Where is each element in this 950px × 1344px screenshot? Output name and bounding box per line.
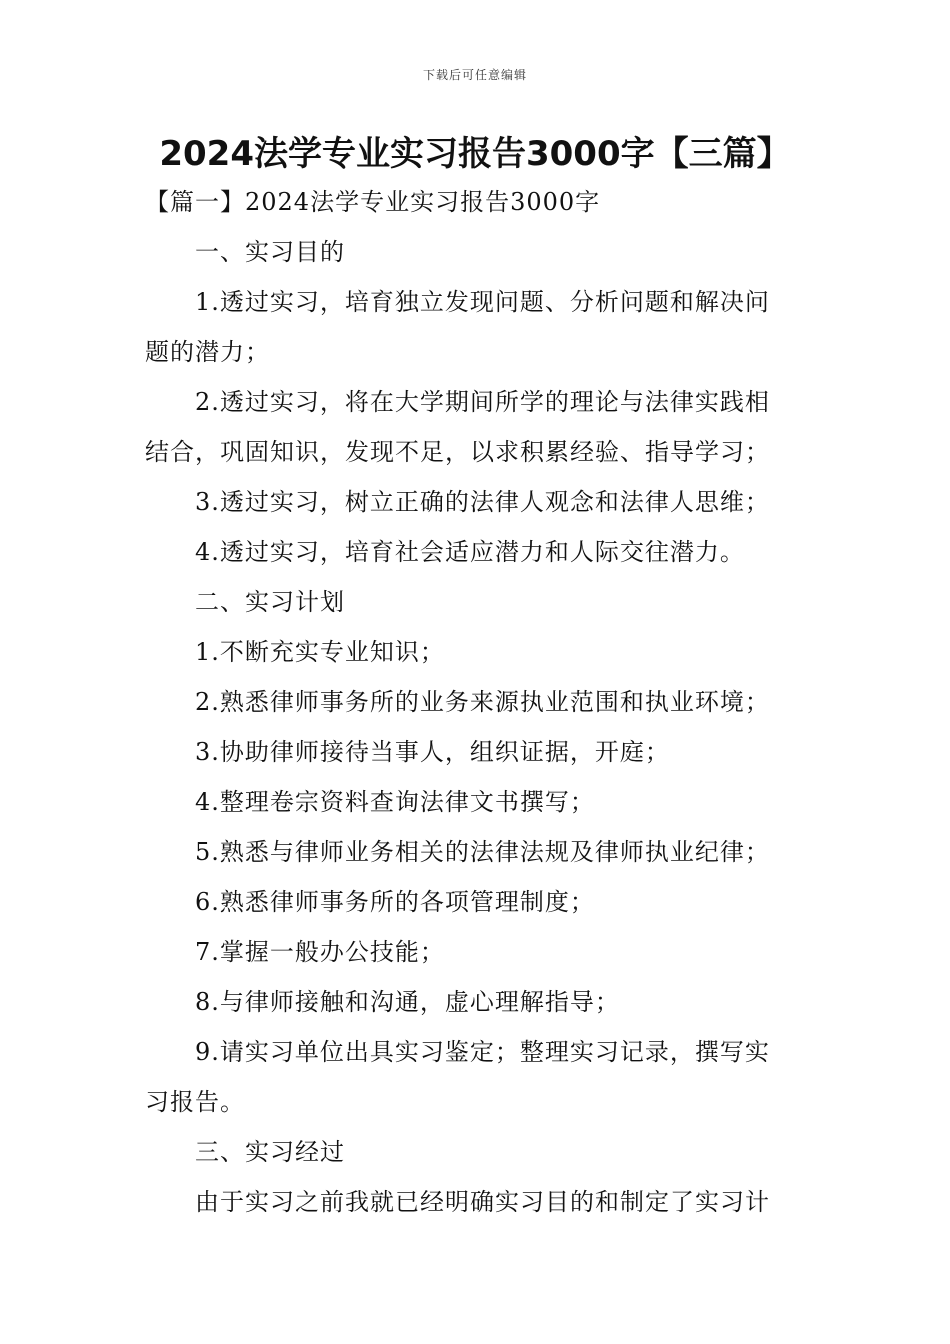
section-heading: 二、实习计划 [195,588,345,616]
section-subtitle: 【篇一】2024法学专业实习报告3000字 [145,188,601,216]
list-item: 9.请实习单位出具实习鉴定；整理实习记录，撰写实 [195,1038,770,1066]
list-item: 5.熟悉与律师业务相关的法律法规及律师执业纪律； [195,838,770,866]
paragraph-line: 2.透过实习，将在大学期间所学的理论与法律实践相 [195,388,770,416]
document-body [145,177,807,1227]
list-item: 3.协助律师接待当事人，组织证据，开庭； [195,738,670,766]
paragraph-line: 题的潜力； [145,338,270,366]
list-item-continuation: 习报告。 [145,1088,245,1116]
list-item: 7.掌握一般办公技能； [195,938,445,966]
list-item: 4.整理卷宗资料查询法律文书撰写； [195,788,595,816]
document-title: 2024法学专业实习报告3000字【三篇】 [159,134,791,174]
header-note: 下载后可任意编辑 [422,68,527,82]
section-heading: 三、实习经过 [195,1138,345,1166]
list-item: 2.熟悉律师事务所的业务来源执业范围和执业环境； [195,688,770,716]
paragraph-line: 结合，巩固知识，发现不足，以求积累经验、指导学习； [145,438,770,466]
paragraph: 由于实习之前我就已经明确实习目的和制定了实习计 [195,1188,770,1216]
list-item: 8.与律师接触和沟通，虚心理解指导； [195,988,620,1016]
list-item: 1.不断充实专业知识； [195,638,445,666]
section-heading: 一、实习目的 [195,238,345,266]
list-item: 6.熟悉律师事务所的各项管理制度； [195,888,595,916]
paragraph: 4.透过实习，培育社会适应潜力和人际交往潜力。 [195,538,745,566]
paragraph: 3.透过实习，树立正确的法律人观念和法律人思维； [195,488,770,516]
paragraph-line: 1.透过实习，培育独立发现问题、分析问题和解决问 [195,288,770,316]
